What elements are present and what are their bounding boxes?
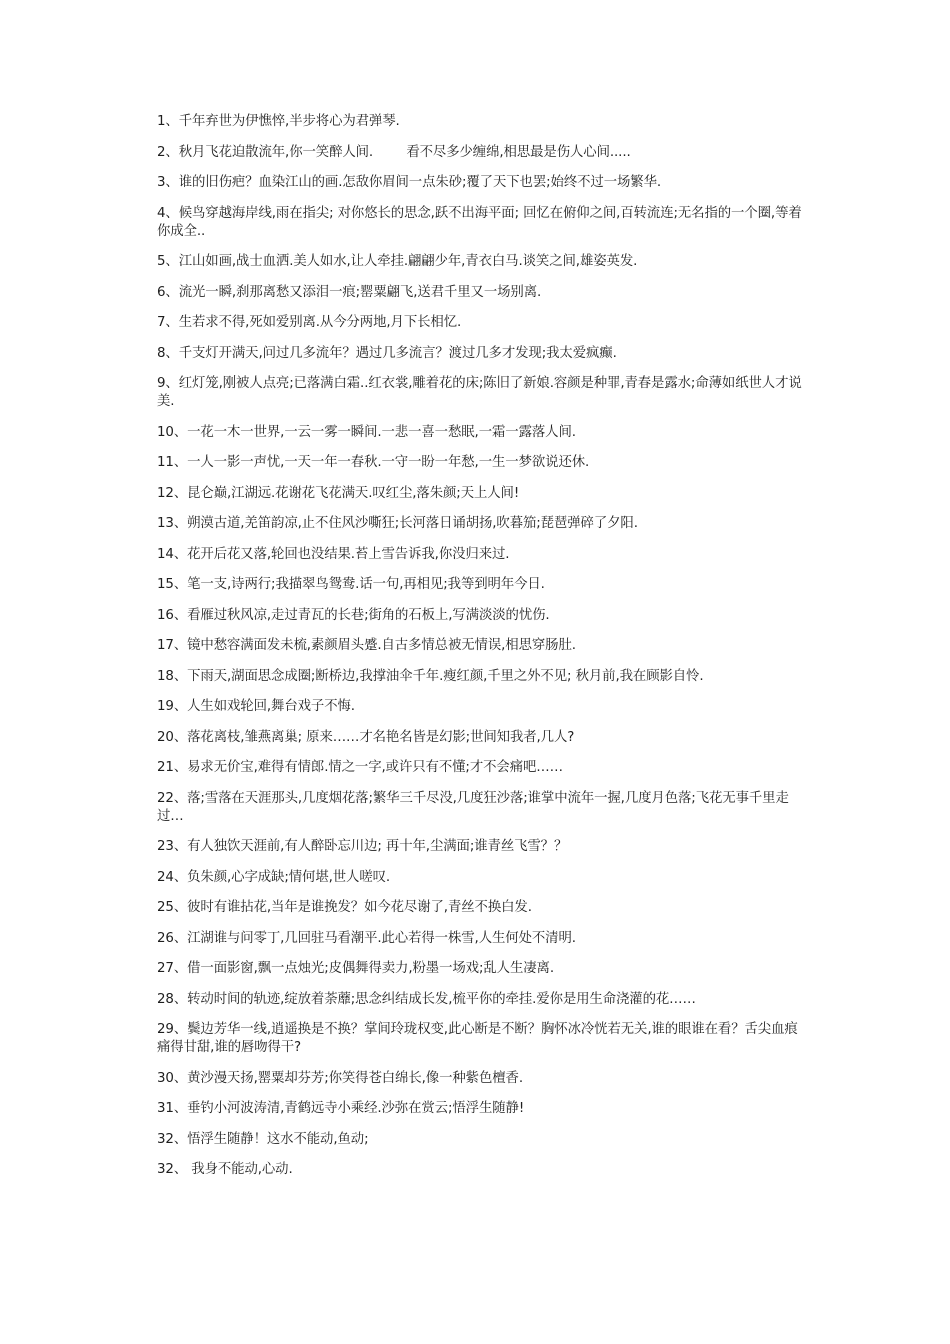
list-item: 12、昆仑巅,江湖远.花谢花飞花满天.叹红尘,落朱颜;天上人间! bbox=[157, 485, 520, 501]
list-item: 29、鬓边芳华一线,逍遥换是不换？掌间玲珑权变,此心断是不断？胸怀冰冷恍若无关,谁的眼谁在看？舌尖血痕痛得甘甜,谁的唇吻得干? bbox=[157, 1022, 798, 1055]
list-item: 7、生若求不得,死如爱别离.从今分两地,月下长相忆. bbox=[157, 315, 462, 330]
list-item: 20、落花离枝,雏燕离巢; 原来……才名艳名皆是幻影;世间知我者,几人? bbox=[157, 729, 575, 745]
list-item: 23、有人独饮天涯前,有人醉卧忘川边; 再十年,尘满面;谁青丝飞雪？？ bbox=[157, 839, 568, 854]
list-item: 18、下雨天,湖面思念成圈;断桥边,我撑油伞千年.瘦红颜,千里之外不见; 秋月前,我在顾影自怜. bbox=[157, 668, 704, 684]
list-item: 10、一花一木一世界,一云一雾一瞬间.一悲一喜一愁眠,一霜一露落人间. bbox=[157, 424, 576, 440]
list-item: 16、看雁过秋风凉,走过青瓦的长巷;街角的石板上,写满淡淡的忧伤. bbox=[157, 607, 550, 623]
list-item: 17、镜中愁容满面发未梳,素颜眉头蹙.自古多情总被无情误,相思穿肠肚. bbox=[157, 638, 576, 653]
list-item: 1、千年弃世为伊憔悴,半步将心为君弹琴. bbox=[157, 114, 400, 129]
list-item: 30、黄沙漫天扬,罂粟却芬芳;你笑得苍白绵长,像一种紫色檀香. bbox=[157, 1070, 523, 1086]
list-item: 2、秋月飞花迫散流年,你一笑醉人间. 看不尽多少缠绵,相思最是伤人心间..... bbox=[157, 144, 631, 160]
list-item: 11、一人一影一声忧,一天一年一春秋.一守一盼一年愁,一生一梦欲说还休. bbox=[157, 455, 590, 470]
list-item: 22、落;雪落在天涯那头,几度烟花落;繁华三千尽没,几度狂沙落;谁掌中流年一握,几度月色落;飞花无事千里走过… bbox=[157, 790, 789, 824]
poem-list bbox=[157, 113, 805, 1192]
list-item: 31、垂钓小河波涛清,青鹤远寺小乘经.沙弥在赏云;悟浮生随静! bbox=[157, 1101, 525, 1116]
list-item: 32、 我身不能动,心动. bbox=[157, 1162, 293, 1177]
list-item: 8、千支灯开满天,问过几多流年？遇过几多流言？渡过几多才发现;我太爱疯癫. bbox=[157, 345, 617, 361]
list-item: 26、江湖谁与问零丁,几回驻马看潮平.此心若得一株雪,人生何处不清明. bbox=[157, 930, 576, 946]
list-item: 4、候鸟穿越海岸线,雨在指尖; 对你悠长的思念,跃不出海平面; 回忆在俯仰之间,百转流连;无名指的一个圈,等着你成全.. bbox=[157, 205, 802, 239]
list-item: 28、转动时间的轨迹,绽放着荼蘼;思念纠结成长发,梳平你的牵挂.爱你是用生命浇灌的花…… bbox=[157, 991, 696, 1007]
list-item: 15、笔一支,诗两行;我描翠鸟鸳鸯.话一句,再相见;我等到明年今日. bbox=[157, 577, 545, 592]
list-item: 13、朔漠古道,羌笛韵凉,止不住风沙嘶狂;长河落日诵胡扬,吹暮笳;琵琶弹碎了夕阳. bbox=[157, 516, 638, 531]
list-item: 19、人生如戏轮回,舞台戏子不悔. bbox=[157, 699, 355, 714]
list-item: 27、借一面影窗,飘一点烛光;皮偶舞得卖力,粉墨一场戏;乱人生凄离. bbox=[157, 961, 554, 976]
list-item: 24、负朱颜,心字成缺;情何堪,世人嗟叹. bbox=[157, 869, 391, 885]
list-item: 21、易求无价宝,难得有情郎.情之一字,或许只有不懂;才不会痛吧…… bbox=[157, 760, 563, 775]
list-item: 9、红灯笼,刚被人点亮;已落满白霜..红衣裳,雕着花的床;陈旧了新娘.容颜是种罪,青春是露水;命薄如纸世人才说美. bbox=[157, 376, 802, 409]
list-item: 14、花开后花又落,轮回也没结果.苔上雪告诉我,你没归来过. bbox=[157, 546, 510, 562]
list-item: 6、流光一瞬,刹那离愁又添泪一痕;罂粟翩飞,送君千里又一场别离. bbox=[157, 284, 542, 300]
list-item: 25、彼时有谁拈花,当年是谁挽发？如今花尽谢了,青丝不换白发. bbox=[157, 900, 532, 915]
list-item: 3、谁的旧伤疤？血染江山的画.怎敌你眉间一点朱砂;覆了天下也罢;始终不过一场繁华. bbox=[157, 175, 662, 190]
list-item: 32、悟浮生随静！这水不能动,鱼动; bbox=[157, 1131, 369, 1147]
list-item: 5、江山如画,战士血洒.美人如水,让人牵挂.翩翩少年,青衣白马.谈笑之间,雄姿英发. bbox=[157, 254, 638, 269]
